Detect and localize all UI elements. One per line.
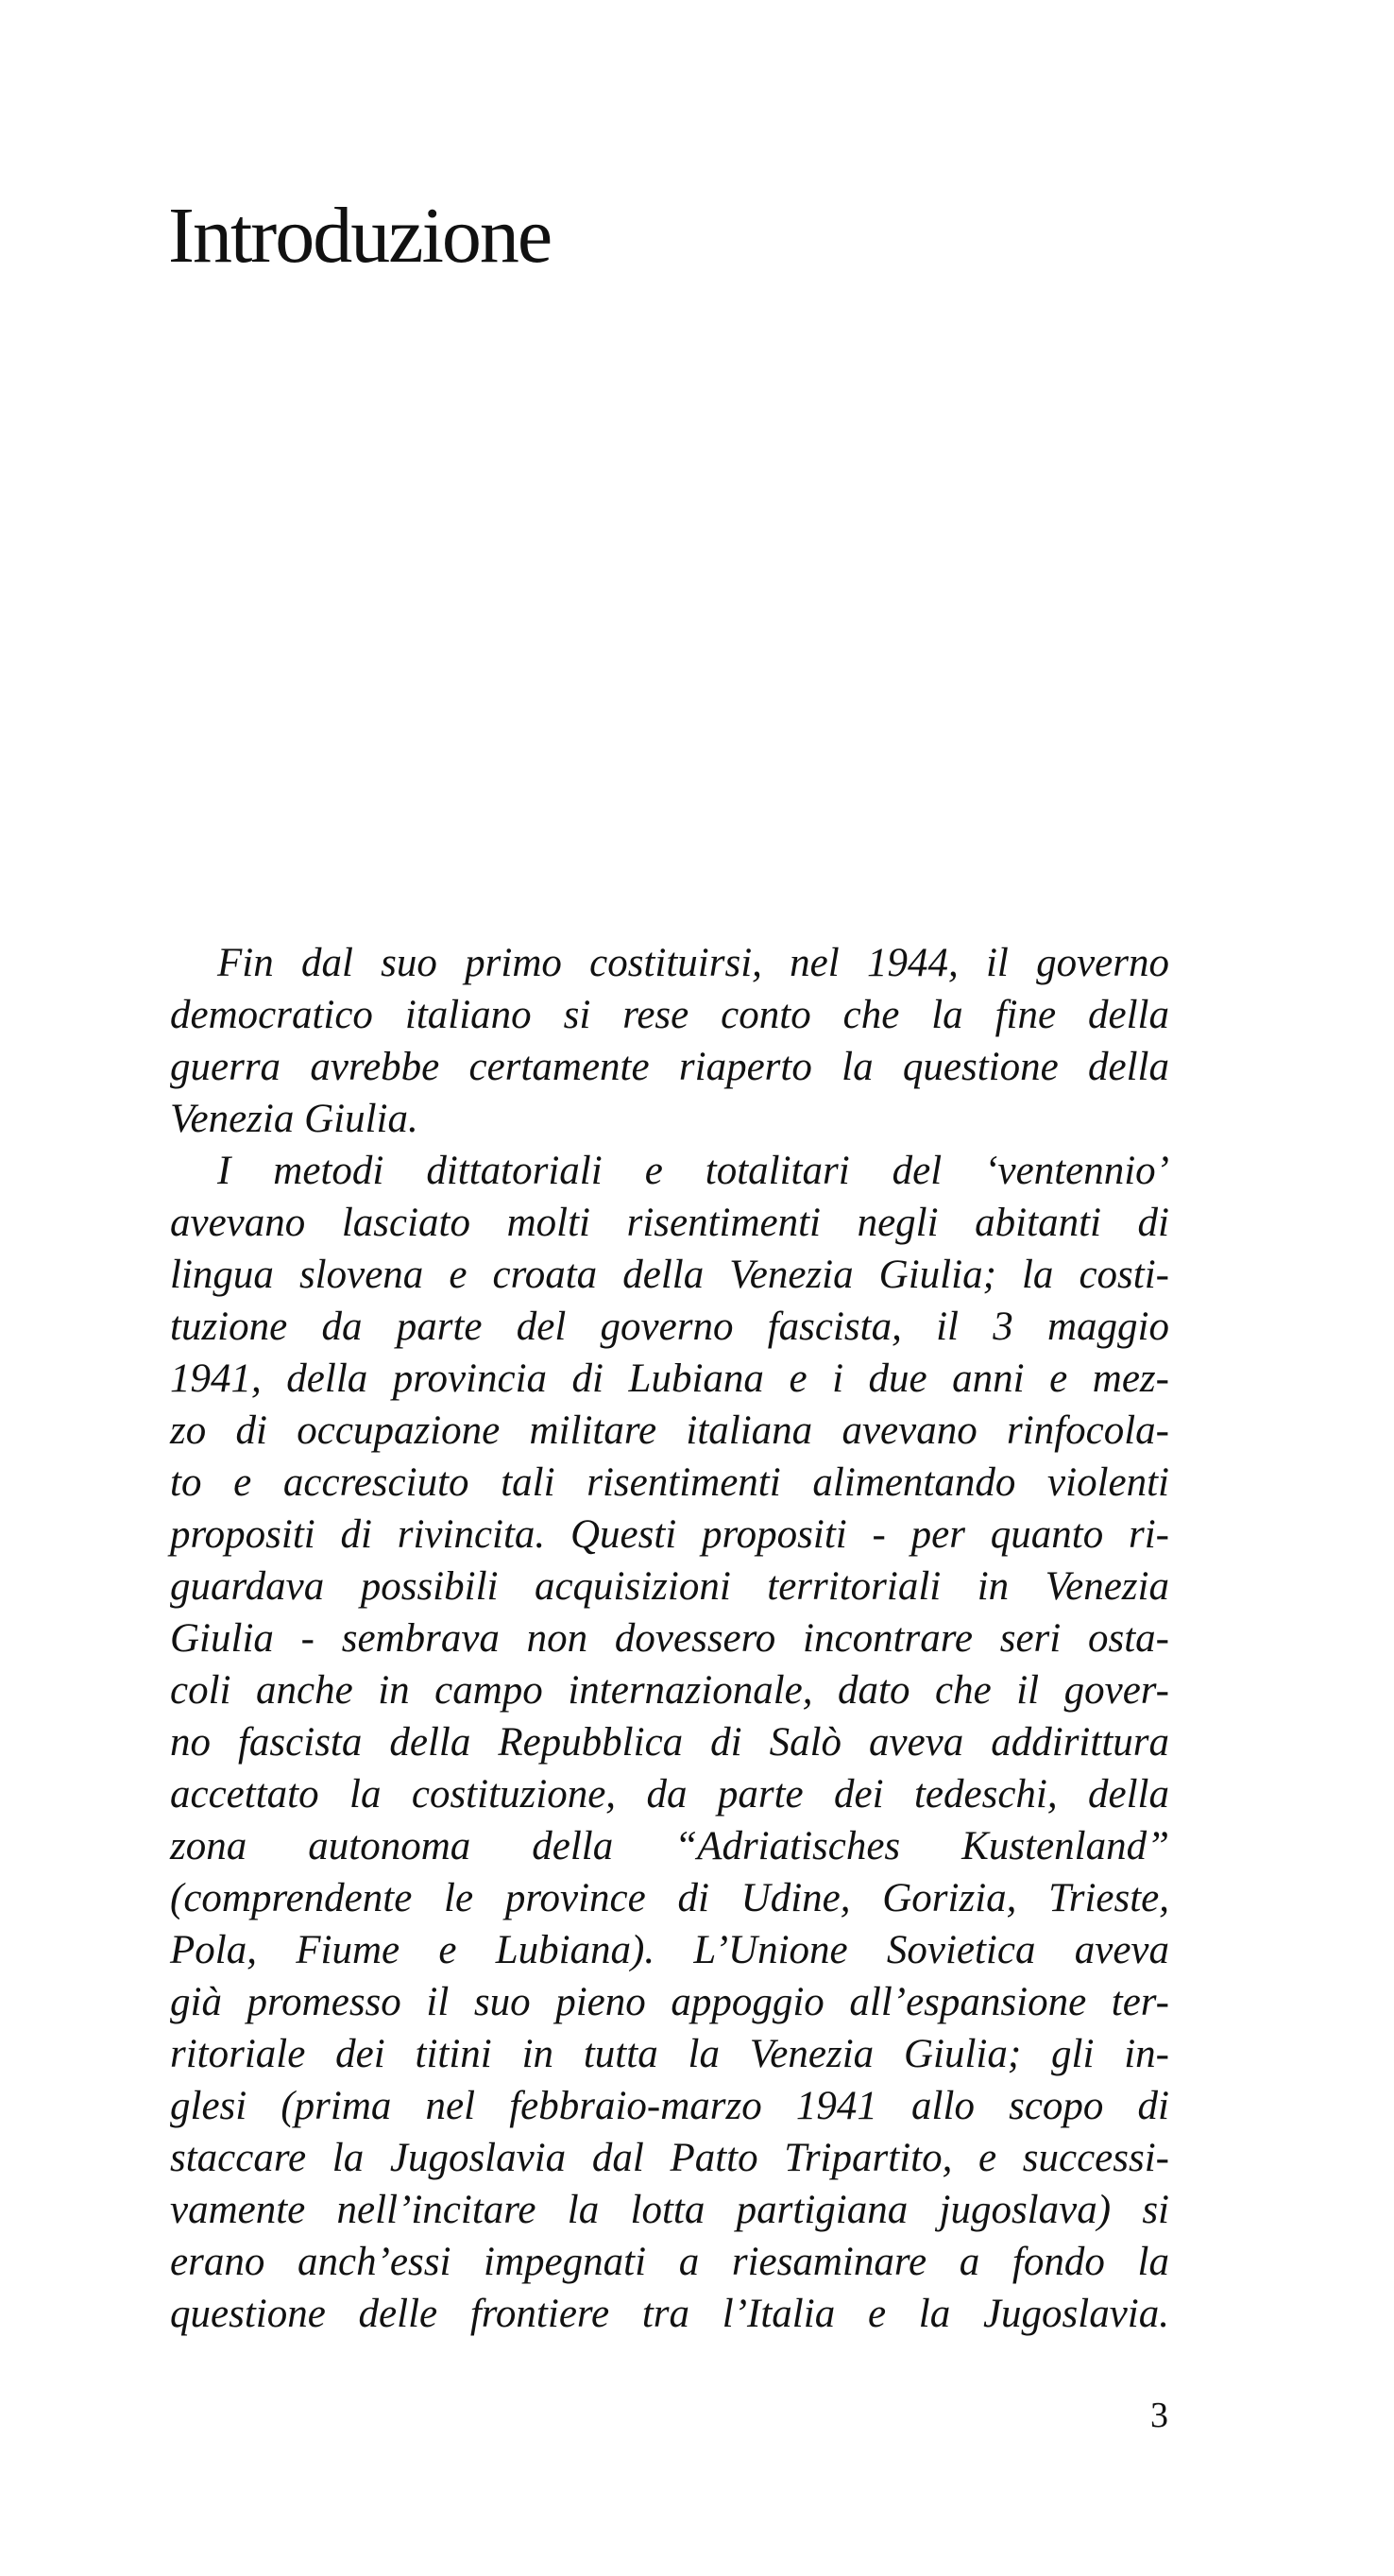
text-line: coli anche in campo internazionale, dato che il gover- [170, 1668, 1169, 1713]
text-line: questione delle frontiere tra l’Italia e la Jugoslavia. [170, 2292, 1169, 2336]
text-line: democratico italiano si rese conto che la fine della [170, 993, 1169, 1037]
text-line: zona autonoma della “Adriatisches Kustenland” [170, 1824, 1169, 1868]
text-line: to e accresciuto tali risentimenti alimentando violenti [170, 1460, 1169, 1505]
text-line: 1941, della provincia di Lubiana e i due anni e mez- [170, 1356, 1169, 1401]
text-line: già promesso il suo pieno appoggio all’espansione ter- [170, 1980, 1169, 2024]
body-text [170, 937, 1169, 2340]
text-line: tuzione da parte del governo fascista, il 3 maggio [170, 1305, 1169, 1349]
text-line: glesi (prima nel febbraio-marzo 1941 allo scopo di [170, 2084, 1169, 2128]
paragraph-2 [170, 1145, 1169, 2340]
paragraph-1 [170, 937, 1169, 1145]
text-line: I metodi dittatoriali e totalitari del ‘ventennio’ [217, 1149, 1169, 1193]
text-line: guardava possibili acquisizioni territoriali in Venezia [170, 1564, 1169, 1609]
text-line: (comprendente le province di Udine, Gorizia, Trieste, [170, 1876, 1169, 1920]
text-line: lingua slovena e croata della Venezia Giulia; la costi- [170, 1253, 1169, 1297]
text-line: zo di occupazione militare italiana avevano rinfocola- [170, 1408, 1169, 1453]
text-line: vamente nell’incitare la lotta partigiana jugoslava) si [170, 2188, 1169, 2232]
text-line: propositi di rivincita. Questi propositi - per quanto ri- [170, 1512, 1169, 1557]
page-number: 3 [1150, 2396, 1168, 2435]
text-line: accettato la costituzione, da parte dei tedeschi, della [170, 1772, 1169, 1817]
text-line: no fascista della Repubblica di Salò aveva addirittura [170, 1720, 1169, 1765]
text-line: erano anch’essi impegnati a riesaminare a fondo la [170, 2240, 1169, 2284]
text-line: Giulia - sembrava non dovessero incontrare seri osta- [170, 1616, 1169, 1661]
text-line: Venezia Giulia. [170, 1097, 418, 1141]
text-line: Pola, Fiume e Lubiana). L’Unione Sovietica aveva [170, 1928, 1169, 1972]
text-line: staccare la Jugoslavia dal Patto Tripartito, e successi- [170, 2136, 1169, 2180]
text-line: guerra avrebbe certamente riaperto la questione della [170, 1045, 1169, 1089]
text-line: Fin dal suo primo costituirsi, nel 1944, il governo [217, 941, 1169, 985]
chapter-title: Introduzione [168, 192, 552, 280]
text-line: avevano lasciato molti risentimenti negli abitanti di [170, 1201, 1169, 1245]
text-line: ritoriale dei titini in tutta la Venezia Giulia; gli in- [170, 2032, 1169, 2076]
